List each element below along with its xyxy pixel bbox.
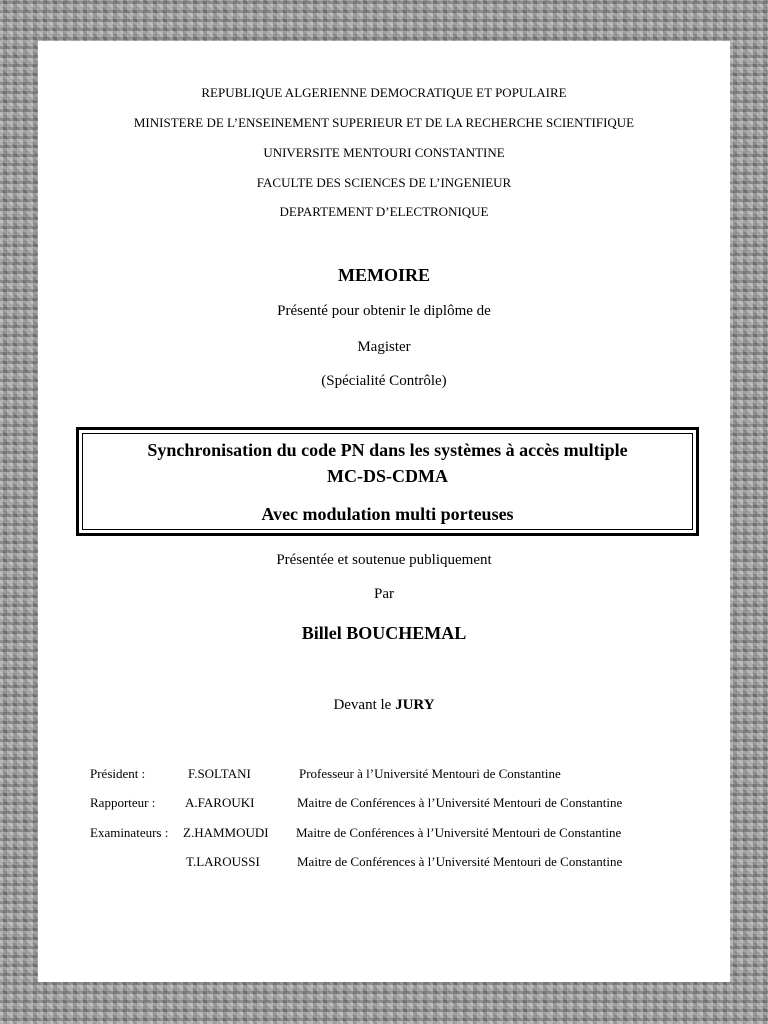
thesis-title-line-1: Synchronisation du code PN dans les systèmes à accès multiple	[147, 440, 628, 460]
ministry-line: MINISTERE DE L’ENSEINEMENT SUPERIEUR ET DE LA RECHERCHE SCIENTIFIQUE	[133, 115, 635, 130]
jury-member-name: A.FAROUKI	[185, 795, 255, 810]
by-text: Par	[374, 586, 394, 602]
author-name: Billel BOUCHEMAL	[301, 623, 467, 643]
title-page	[38, 41, 730, 982]
jury-row	[38, 795, 730, 813]
jury-member-description: Maitre de Conférences à l’Université Mentouri de Constantine	[297, 854, 623, 869]
university-line: UNIVERSITE MENTOURI CONSTANTINE	[263, 145, 505, 160]
document-type: MEMOIRE	[338, 265, 430, 285]
presented-text: Présentée et soutenue publiquement	[276, 552, 492, 568]
jury-role: Rapporteur :	[90, 795, 156, 810]
jury-member-name: Z.HAMMOUDI	[183, 825, 269, 840]
jury-row	[38, 854, 730, 872]
jury-row	[38, 766, 730, 784]
thesis-title-line-3: Avec modulation multi porteuses	[261, 504, 514, 524]
country-line: REPUBLIQUE ALGERIENNE DEMOCRATIQUE ET POPULAIRE	[201, 85, 567, 100]
jury-role: Président :	[90, 766, 146, 781]
jury-member-description: Maitre de Conférences à l’Université Mentouri de Constantine	[296, 825, 622, 840]
jury-role: Examinateurs :	[90, 825, 169, 840]
jury-member-name: F.SOLTANI	[188, 766, 251, 781]
jury-member-name: T.LAROUSSI	[186, 854, 260, 869]
faculty-line: FACULTE DES SCIENCES DE L’INGENIEUR	[256, 175, 512, 190]
jury-intro-emphasis: JURY	[395, 697, 435, 713]
jury-member-description: Maitre de Conférences à l’Université Mentouri de Constantine	[297, 795, 623, 810]
jury-member-description: Professeur à l’Université Mentouri de Constantine	[299, 766, 561, 781]
jury-row	[38, 825, 730, 843]
thesis-title-inner-border	[82, 433, 693, 530]
department-line: DEPARTEMENT D’ELECTRONIQUE	[279, 204, 489, 219]
degree-intro: Présenté pour obtenir le diplôme de	[277, 303, 491, 319]
specialty: (Spécialité Contrôle)	[321, 373, 447, 389]
thesis-title-line-2: MC-DS-CDMA	[327, 466, 448, 486]
degree-name: Magister	[357, 339, 411, 355]
jury-intro-prefix: Devant le	[333, 697, 396, 713]
thesis-title-box	[76, 427, 699, 536]
jury-intro	[38, 697, 730, 714]
